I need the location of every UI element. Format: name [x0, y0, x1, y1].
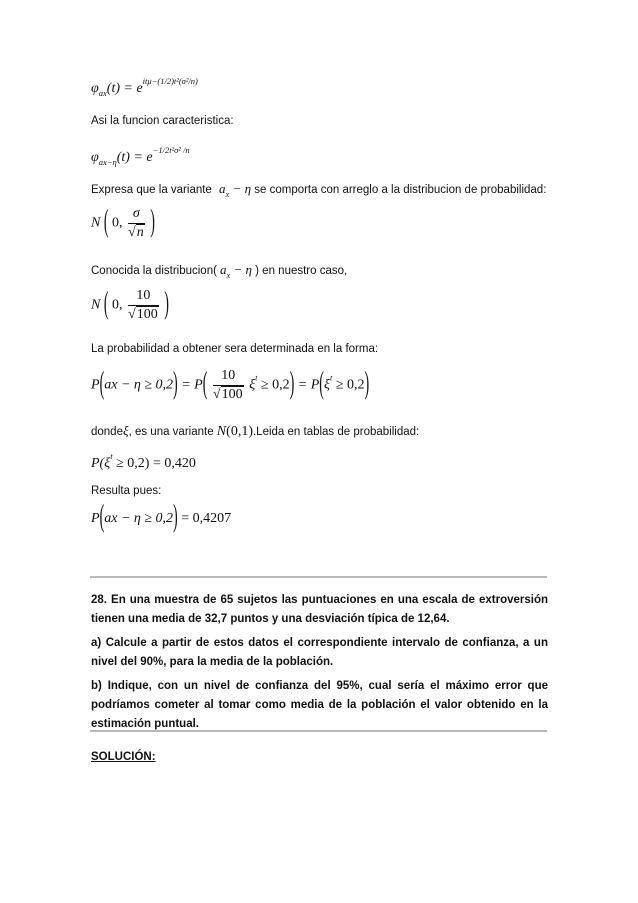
xi-symbol: ξ	[249, 377, 256, 393]
xi-superscript: t	[255, 372, 258, 383]
problem-statement: 28. En una muestra de 65 sujetos las puntuaciones en una escala de extroversión tienen una media de 32,7 puntos y una desviación típica de 12,64.	[91, 594, 548, 625]
var-sub: x	[226, 270, 231, 280]
normal-zero: 0,	[112, 297, 123, 313]
solution-heading: SOLUCIÓN:	[91, 751, 156, 763]
equals-P-2: = P	[297, 377, 320, 393]
xi-superscript: t	[110, 451, 113, 461]
phi-subscript: ax−η	[98, 157, 117, 167]
prob-argument: ax − η ≥ 0,2	[104, 377, 174, 393]
text-conocida	[91, 262, 347, 280]
normal-N: N	[91, 215, 101, 231]
paren-close: )	[173, 367, 178, 402]
formula-rest: ≥ 0,2) = 0,420	[116, 456, 196, 471]
paren-close: )	[173, 500, 178, 536]
prob-P: P	[91, 377, 100, 393]
fraction-sigma-sqrt-n	[128, 206, 145, 241]
equals-P: = P	[181, 377, 203, 393]
paren-close-3: )	[364, 367, 370, 402]
var-a: a	[219, 262, 227, 277]
divider-top	[90, 576, 547, 578]
conocida-variable	[219, 262, 252, 280]
fraction-10-sqrt-100	[128, 288, 159, 323]
formula-exponent: itμ−(1/2)t²(σ²/n)	[142, 76, 198, 86]
expresa-variable	[219, 181, 252, 199]
formula-table-value	[91, 451, 196, 472]
paren-open: (	[103, 205, 109, 240]
xi-superscript-2: t	[329, 372, 333, 383]
expresa-post: se comporta con arreglo a la distribucion de probabilidad:	[254, 184, 547, 196]
var-a: a	[219, 181, 226, 196]
donde-pre: donde	[91, 426, 123, 438]
prob-argument: ax − η ≥ 0,2	[104, 511, 174, 526]
normal-arg: 0,1	[230, 424, 249, 439]
formula-characteristic-function-ax-eta	[91, 145, 190, 167]
condition: ≥ 0,2	[260, 377, 290, 393]
sqrt-radicand: 100	[221, 387, 243, 402]
text-donde	[91, 423, 419, 440]
expresa-pre: Expresa que la variante	[91, 184, 212, 196]
problem-part-a: a) Calcule a partir de estos datos el correspondiente intervalo de confianza, a un nivel del 90%, para la media de la población.	[91, 637, 548, 668]
prob-P: P	[91, 511, 100, 526]
fraction-10-sqrt-100	[213, 368, 244, 403]
paren-close: )	[164, 287, 169, 322]
fraction-denominator: √100	[128, 307, 158, 322]
prob-P: P(	[91, 456, 105, 471]
fraction-numerator: 10	[213, 368, 244, 386]
normal-N: N	[91, 297, 101, 313]
condition-2: ≥ 0,2	[335, 377, 365, 393]
paren-close: )	[150, 205, 155, 240]
paren-open-2: (	[202, 367, 208, 402]
conocida-pre: Conocida la distribucion(	[91, 265, 217, 277]
var-eta: − η	[230, 262, 252, 277]
text-expresa	[91, 181, 546, 199]
phi-subscript: ax	[98, 88, 107, 98]
sqrt-radicand: 100	[136, 307, 158, 322]
phi-symbol: φ	[91, 150, 99, 165]
formula-result	[91, 500, 232, 536]
text-funcion-caracteristica: Asi la funcion caracteristica:	[91, 115, 234, 127]
paren-open: (	[99, 367, 105, 402]
formula-characteristic-function-ax	[91, 76, 198, 98]
normal-zero: 0,	[112, 215, 123, 231]
paren-open-3: (	[319, 367, 324, 402]
fraction-denominator: √n	[128, 225, 144, 240]
conocida-post: ) en nuestro caso,	[255, 265, 348, 277]
divider-bottom	[90, 730, 547, 732]
fraction-denominator: √100	[212, 387, 243, 402]
xi-symbol: ξ	[104, 456, 111, 471]
formula-normal-10-sqrt-100	[91, 288, 169, 323]
text-probabilidad: La probabilidad a obtener sera determinada en la forma:	[91, 343, 379, 355]
var-sub: x	[225, 189, 230, 199]
normal-N: N	[216, 424, 227, 439]
sqrt-radicand: n	[136, 225, 144, 240]
text-resulta: Resulta pues:	[91, 485, 162, 497]
formula-normal-sigma-sqrt-n	[91, 206, 155, 241]
result-value: = 0,4207	[181, 511, 232, 526]
donde-post: .Leida en tablas de probabilidad:	[252, 426, 420, 438]
formula-lhs: (t) = e	[106, 81, 143, 96]
paren-open: (	[99, 500, 105, 536]
fraction-numerator: σ	[128, 206, 145, 224]
xi-symbol: ξ	[122, 423, 129, 438]
normal-args: (0,1)	[226, 424, 253, 439]
xi-symbol-2: ξ	[323, 377, 330, 393]
donde-mid: , es una variante	[128, 426, 214, 438]
problem-part-b: b) Indique, con un nivel de confianza del 95%, cual sería el máximo error que podríamos cometer al tomar como media de la población el valor obtenido en la estimación puntual.	[91, 680, 548, 730]
paren-close-2: )	[289, 367, 295, 402]
formula-exponent: −1/2t²σ² /n	[152, 145, 190, 155]
paren-open: (	[103, 287, 109, 322]
formula-lhs: (t) = e	[116, 150, 153, 165]
phi-symbol: φ	[91, 81, 99, 96]
formula-probability-expression	[91, 368, 369, 403]
fraction-numerator: 10	[128, 288, 159, 306]
var-eta: − η	[229, 181, 252, 196]
